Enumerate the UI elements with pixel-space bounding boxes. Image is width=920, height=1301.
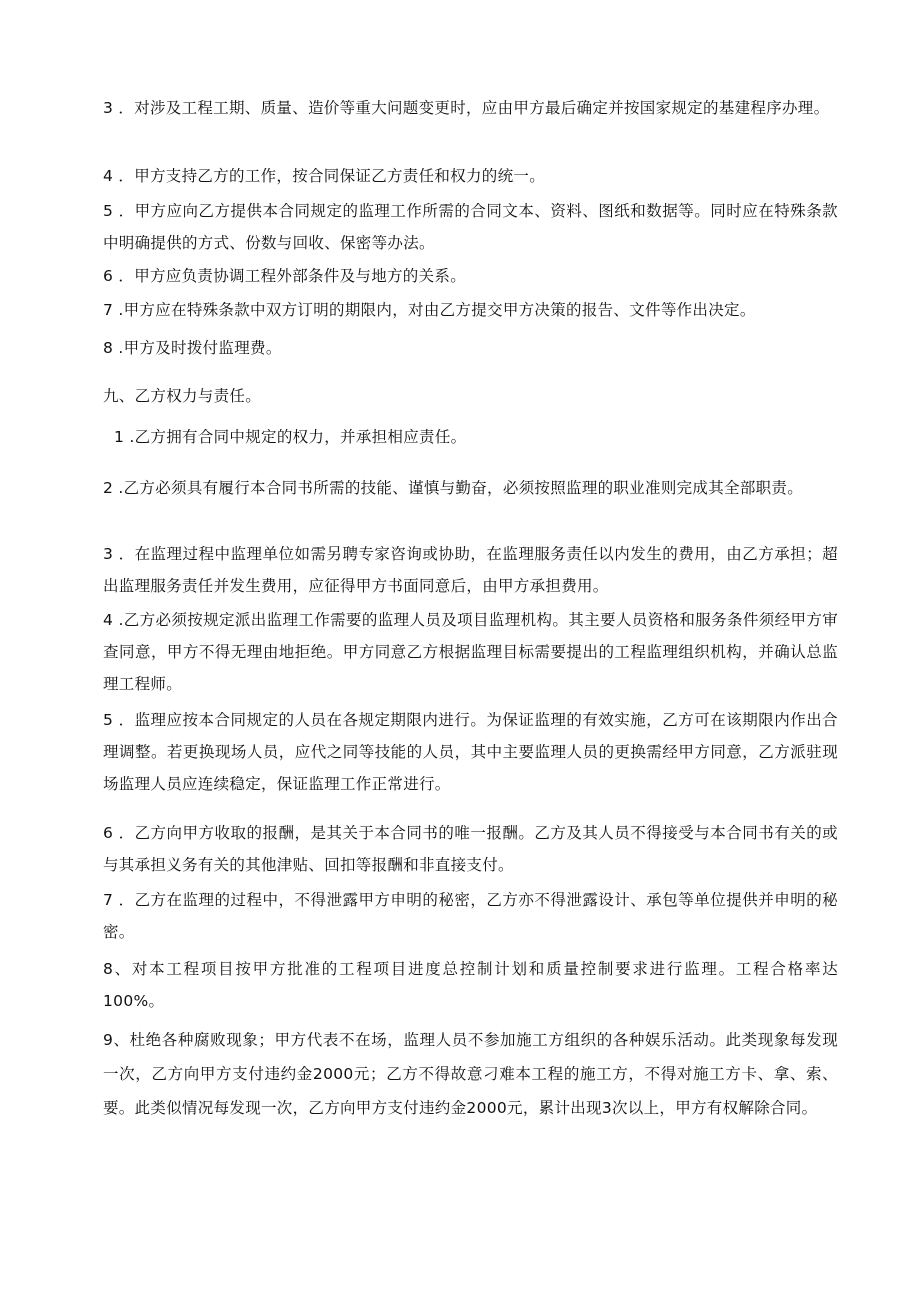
contractor-duty-1: 1 .乙方拥有合同中规定的权力，并承担相应责任。 bbox=[114, 428, 467, 446]
section-heading: 九、乙方权力与责任。 bbox=[103, 387, 262, 405]
owner-duty-6: 6 ．甲方应负责协调工程外部条件及与地方的关系。 bbox=[103, 267, 466, 285]
contractor-duty-6: 6 ．乙方向甲方收取的报酬，是其关于本合同书的唯一报酬。乙方及其人员不得接受与本合同书有关的或与其承担义务有关的其他津贴、回扣等报酬和非直接支付。 bbox=[103, 824, 838, 874]
contractor-duty-7: 7 ．乙方在监理的过程中，不得泄露甲方申明的秘密，乙方亦不得泄露设计、承包等单位提供并申明的秘密。 bbox=[103, 891, 838, 941]
owner-duty-4: 4 ．甲方支持乙方的工作，按合同保证乙方责任和权力的统一。 bbox=[103, 167, 545, 185]
owner-duty-8: 8 .甲方及时拨付监理费。 bbox=[103, 339, 282, 357]
contractor-duty-4: 4 .乙方必须按规定派出监理工作需要的监理人员及项目监理机构。其主要人员资格和服务条件须经甲方审查同意，甲方不得无理由地拒绝。甲方同意乙方根据监理目标需要提出的工程监理组织机构，并确认总监理工程师。 bbox=[103, 611, 838, 693]
contractor-duty-5: 5 ．监理应按本合同规定的人员在各规定期限内进行。为保证监理的有效实施，乙方可在该期限内作出合理调整。若更换现场人员，应代之同等技能的人员，其中主要监理人员的更换需经甲方同意，乙方派驻现场监理人员应连续稳定，保证监理工作正常进行。 bbox=[103, 711, 838, 793]
contractor-duty-2: 2 .乙方必须具有履行本合同书所需的技能、谨慎与勤奋，必须按照监理的职业准则完成其全部职责。 bbox=[103, 479, 804, 497]
contractor-duty-8: 8、对本工程项目按甲方批准的工程项目进度总控制计划和质量控制要求进行监理。工程合格率达100%。 bbox=[103, 960, 838, 1010]
owner-duty-7: 7 .甲方应在特殊条款中双方订明的期限内，对由乙方提交甲方决策的报告、文件等作出决定。 bbox=[103, 301, 756, 319]
contractor-duty-9: 9、杜绝各种腐败现象；甲方代表不在场，监理人员不参加施工方组织的各种娱乐活动。此类现象每发现一次，乙方向甲方支付违约金2000元；乙方不得故意刁难本工程的施工方，不得对施工方卡、拿、索、要。此类似情况每发现一次，乙方向甲方支付违约金2000元，累计出现3次以上，甲方有权解除合同。 bbox=[103, 1031, 838, 1117]
owner-duty-5: 5 ．甲方应向乙方提供本合同规定的监理工作所需的合同文本、资料、图纸和数据等。同时应在特殊条款中明确提供的方式、份数与回收、保密等办法。 bbox=[103, 202, 838, 252]
owner-duty-3: 3 ．对涉及工程工期、质量、造价等重大问题变更时，应由甲方最后确定并按国家规定的基建程序办理。 bbox=[103, 99, 830, 117]
contractor-duty-3: 3 ．在监理过程中监理单位如需另聘专家咨询或协助，在监理服务责任以内发生的费用，由乙方承担；超出监理服务责任并发生费用，应征得甲方书面同意后，由甲方承担费用。 bbox=[103, 545, 838, 595]
